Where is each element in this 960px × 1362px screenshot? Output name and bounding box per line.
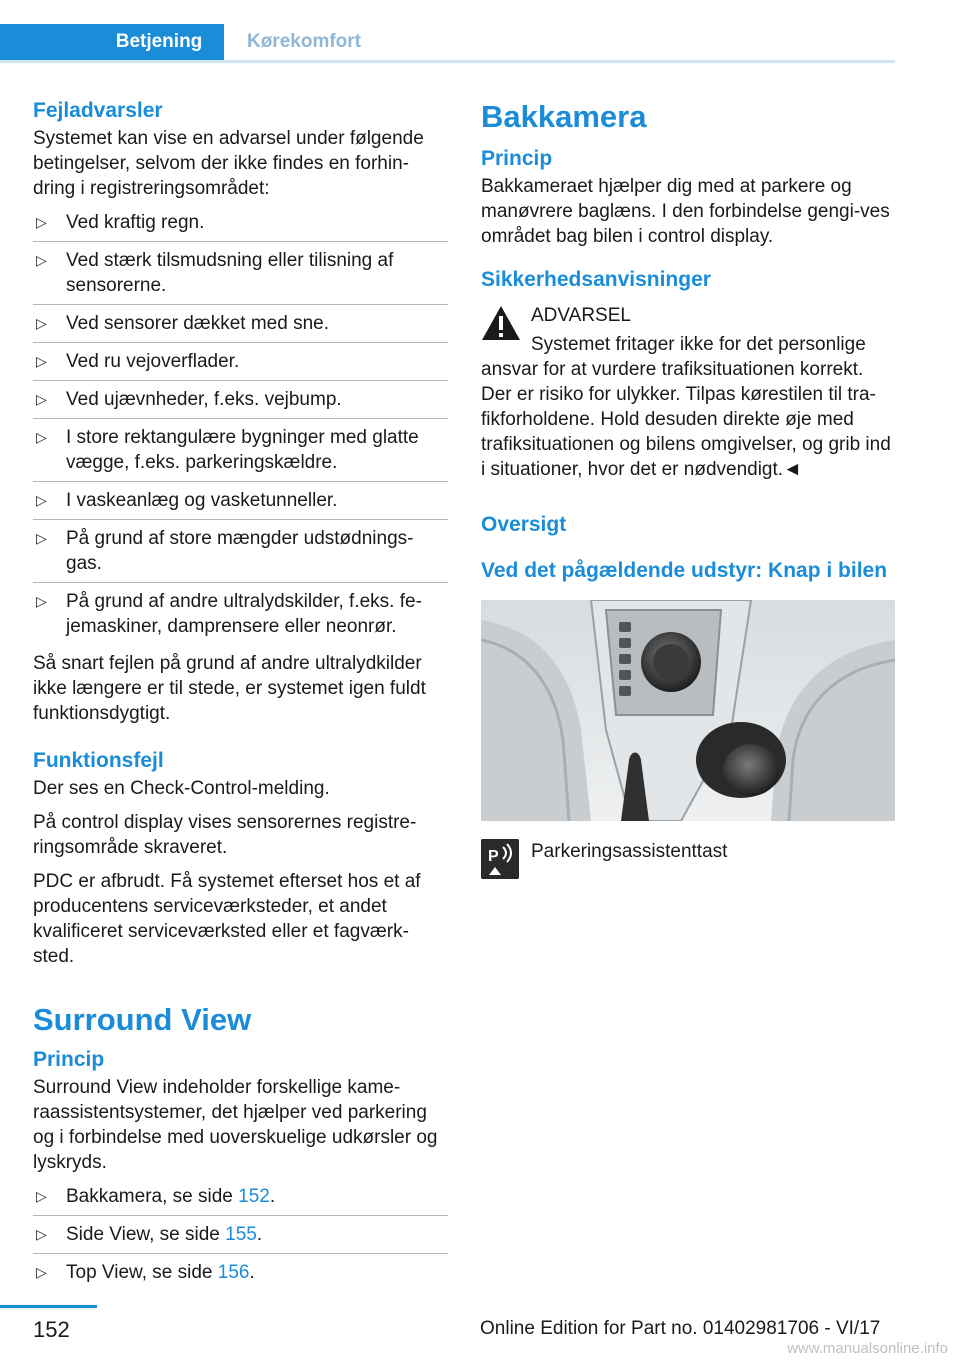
page-header xyxy=(0,0,895,62)
page-link-156[interactable]: 156 xyxy=(217,1262,250,1283)
list-item: ▷ På grund af store mængder udstødnings-gas. xyxy=(33,526,448,583)
triangle-bullet-icon: ▷ xyxy=(36,1264,47,1280)
parking-assistant-icon xyxy=(481,839,519,879)
page-link-155[interactable]: 155 xyxy=(225,1224,257,1245)
list-item: ▷ Ved stærk tilsmudsning eller tilisning af sensorerne. xyxy=(33,248,448,305)
tab-betjening[interactable]: Betjening xyxy=(94,24,224,60)
fejladvarsler-heading: Fejladvarsler xyxy=(33,99,163,122)
list-item: ▷ Ved ru vejoverflader. xyxy=(33,349,448,381)
triangle-bullet-icon: ▷ xyxy=(36,492,47,508)
surround-princip-text: Surround View indeholder forskellige kame-raassistentsystemer, det hjælper ved parkering og i forbindelse med uoverskuelige udkørsler og lyskryds. xyxy=(33,1077,438,1173)
surround-ref-list xyxy=(33,1184,448,1291)
triangle-bullet-icon: ▷ xyxy=(36,1226,47,1242)
triangle-bullet-icon: ▷ xyxy=(36,530,47,546)
triangle-bullet-icon: ▷ xyxy=(36,391,47,407)
triangle-bullet-icon: ▷ xyxy=(36,315,47,331)
funktionsfejl-heading: Funktionsfejl xyxy=(33,749,164,772)
header-divider xyxy=(0,60,895,63)
legend-label: Parkeringsassistenttast xyxy=(531,841,728,862)
warning-block xyxy=(481,303,895,482)
header-bar xyxy=(0,24,94,60)
fejladvarsler-outro: Så snart fejlen på grund af andre ultralydkilder ikke længere er til stede, er systemet igen fuldt funktionsdygtigt. xyxy=(33,653,426,724)
triangle-bullet-icon: ▷ xyxy=(36,353,47,369)
list-item: ▷ Side View, se side 155. xyxy=(33,1222,448,1254)
oversigt-heading: Oversigt xyxy=(481,513,567,536)
legend-row xyxy=(481,839,895,883)
funktionsfejl-p3: PDC er afbrudt. Få systemet efterset hos et af producentens serviceværksteder, et andet kvalificeret serviceværksted eller et fagværk-sted. xyxy=(33,871,421,967)
list-item: ▷ I vaskeanlæg og vasketunneller. xyxy=(33,488,448,520)
sikkerhed-heading: Sikkerhedsanvisninger xyxy=(481,268,711,291)
right-column xyxy=(481,98,895,883)
svg-text:P: P xyxy=(488,848,499,865)
bakkamera-heading: Bakkamera xyxy=(481,99,647,134)
list-item: ▷ På grund af andre ultralydskilder, f.eks. fe-jemaskiner, damprensere eller neonrør. xyxy=(36,591,422,637)
tab-korekomfort[interactable]: Kørekomfort xyxy=(246,31,361,52)
funktionsfejl-p1: Der ses en Check-Control-melding. xyxy=(33,778,330,799)
watermark: www.manualsonline.info xyxy=(787,1340,948,1357)
edition-text: Online Edition for Part no. 01402981706 - VI/17 xyxy=(480,1318,881,1339)
funktionsfejl-p2: På control display vises sensorernes registre-ringsområde skraveret. xyxy=(33,812,417,858)
fejladvarsler-intro: Systemet kan vise en advarsel under følgende betingelser, selvom der ikke findes en forhin-dring i registreringsområdet: xyxy=(33,128,424,199)
left-column xyxy=(33,98,448,1297)
triangle-bullet-icon: ▷ xyxy=(36,593,47,609)
warning-triangle-icon xyxy=(481,305,521,341)
bakkamera-princip-text: Bakkameraet hjælper dig med at parkere og manøvrere baglæns. I den forbindelse gengi-ves området bag bilen i control display. xyxy=(481,176,890,247)
list-item: ▷ Top View, se side 156. xyxy=(36,1262,255,1283)
udstyr-heading: Ved det pågældende udstyr: Knap i bilen xyxy=(481,559,888,582)
footer-rule xyxy=(0,1305,97,1308)
princip-heading-left: Princip xyxy=(33,1048,105,1071)
warning-label: ADVARSEL xyxy=(531,305,631,326)
list-item: ▷ Bakkamera, se side 152. xyxy=(33,1184,448,1216)
warning-text: Systemet fritager ikke for det personlige ansvar for at vurdere trafiksituationen korrekt. Der er risiko for ulykker. Tilpas kørestilen til tra-fikforholdene. Hold desuden direkte øje med trafiksituationen og bilens omgivelser, og grib ind i situationer, hvor det er nødvendigt.◄ xyxy=(481,334,891,480)
center-console-image xyxy=(481,600,895,821)
list-item: ▷ Ved ujævnheder, f.eks. vejbump. xyxy=(33,387,448,419)
list-item: ▷ I store rektangulære bygninger med glatte vægge, f.eks. parkeringskældre. xyxy=(33,425,448,482)
triangle-bullet-icon: ▷ xyxy=(36,1188,47,1204)
page-link-152[interactable]: 152 xyxy=(238,1186,270,1207)
triangle-bullet-icon: ▷ xyxy=(36,252,47,268)
surround-view-heading: Surround View xyxy=(33,1002,252,1037)
list-item: ▷ Ved sensorer dækket med sne. xyxy=(33,311,448,343)
princip-heading-right: Princip xyxy=(481,147,553,170)
triangle-bullet-icon: ▷ xyxy=(36,214,47,230)
triangle-bullet-icon: ▷ xyxy=(36,429,47,445)
fejladvarsler-list xyxy=(33,210,448,645)
page-number: 152 xyxy=(33,1317,70,1342)
list-item: ▷ Ved kraftig regn. xyxy=(33,210,448,242)
